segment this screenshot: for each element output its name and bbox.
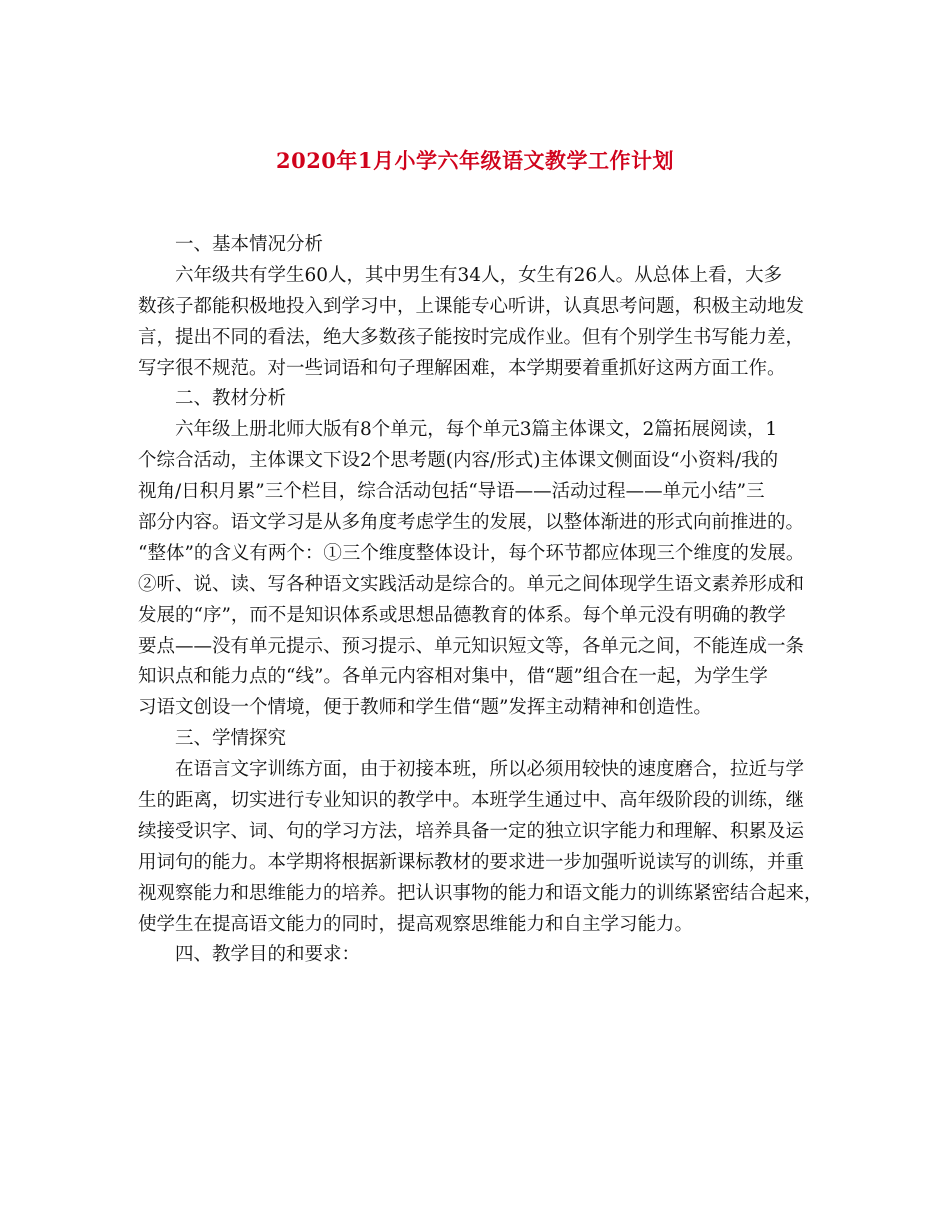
text-line: 二、教材分析 — [175, 388, 287, 410]
text-line: 数孩子都能积极地投入到学习中，上课能专心听讲，认真思考问题，积极主动地发 — [138, 295, 805, 317]
text-line: 个综合活动，主体课文下设2个思考题(内容/形式)主体课文侧面设“小资料/我的 — [138, 450, 779, 472]
text-line: 写字很不规范。对一些词语和句子理解困难，本学期要着重抓好这两方面工作。 — [138, 357, 786, 379]
document-title: 2020年1月小学六年级语文教学工作计划 — [275, 148, 675, 173]
text-line: “整体”的含义有两个：①三个维度整体设计，每个环节都应体现三个维度的发展。 — [138, 542, 805, 564]
text-line: 发展的“序”，而不是知识体系或思想品德教育的体系。每个单元没有明确的教学 — [138, 604, 786, 626]
text-line: 视角/日积月累”三个栏目，综合活动包括“导语——活动过程——单元小结”三 — [138, 481, 765, 503]
text-line: 四、教学目的和要求： — [175, 944, 361, 966]
text-line: 要点——没有单元提示、预习提示、单元知识短文等，各单元之间，不能连成一条 — [138, 635, 805, 657]
text-line: 在语言文字训练方面，由于初接本班，所以必须用较快的速度磨合，拉近与学 — [175, 759, 805, 781]
text-line: 六年级共有学生60人，其中男生有34人，女生有26人。从总体上看，大多 — [175, 264, 783, 286]
text-line: 言，提出不同的看法，绝大多数孩子能按时完成作业。但有个别学生书写能力差， — [138, 326, 805, 348]
text-line: 习语文创设一个情境，便于教师和学生借“题”发挥主动精神和创造性。 — [138, 697, 712, 719]
text-line: 用词句的能力。本学期将根据新课标教材的要求进一步加强听说读写的训练，并重 — [138, 851, 805, 873]
text-line: 知识点和能力点的“线”。各单元内容相对集中，借“题”组合在一起，为学生学 — [138, 666, 768, 688]
text-line: 使学生在提高语文能力的同时，提高观察思维能力和自主学习能力。 — [138, 913, 694, 935]
text-line: 生的距离，切实进行专业知识的教学中。本班学生通过中、高年级阶段的训练，继 — [138, 790, 805, 812]
text-line: ②听、说、读、写各种语文实践活动是综合的。单元之间体现学生语文素养形成和 — [138, 573, 805, 595]
document-body — [138, 230, 828, 971]
text-line: 六年级上册北师大版有8个单元，每个单元3篇主体课文，2篇拓展阅读，1 — [175, 419, 778, 441]
text-line: 视观察能力和思维能力的培养。把认识事物的能力和语文能力的训练紧密结合起来， — [138, 882, 823, 904]
text-line: 一、基本情况分析 — [175, 234, 324, 255]
text-line: 部分内容。语文学习是从多角度考虑学生的发展，以整体渐进的形式向前推进的。 — [138, 512, 805, 534]
text-line: 三、学情探究 — [175, 728, 287, 750]
text-line: 续接受识字、词、句的学习方法，培养具备一定的独立识字能力和理解、积累及运 — [138, 820, 805, 842]
